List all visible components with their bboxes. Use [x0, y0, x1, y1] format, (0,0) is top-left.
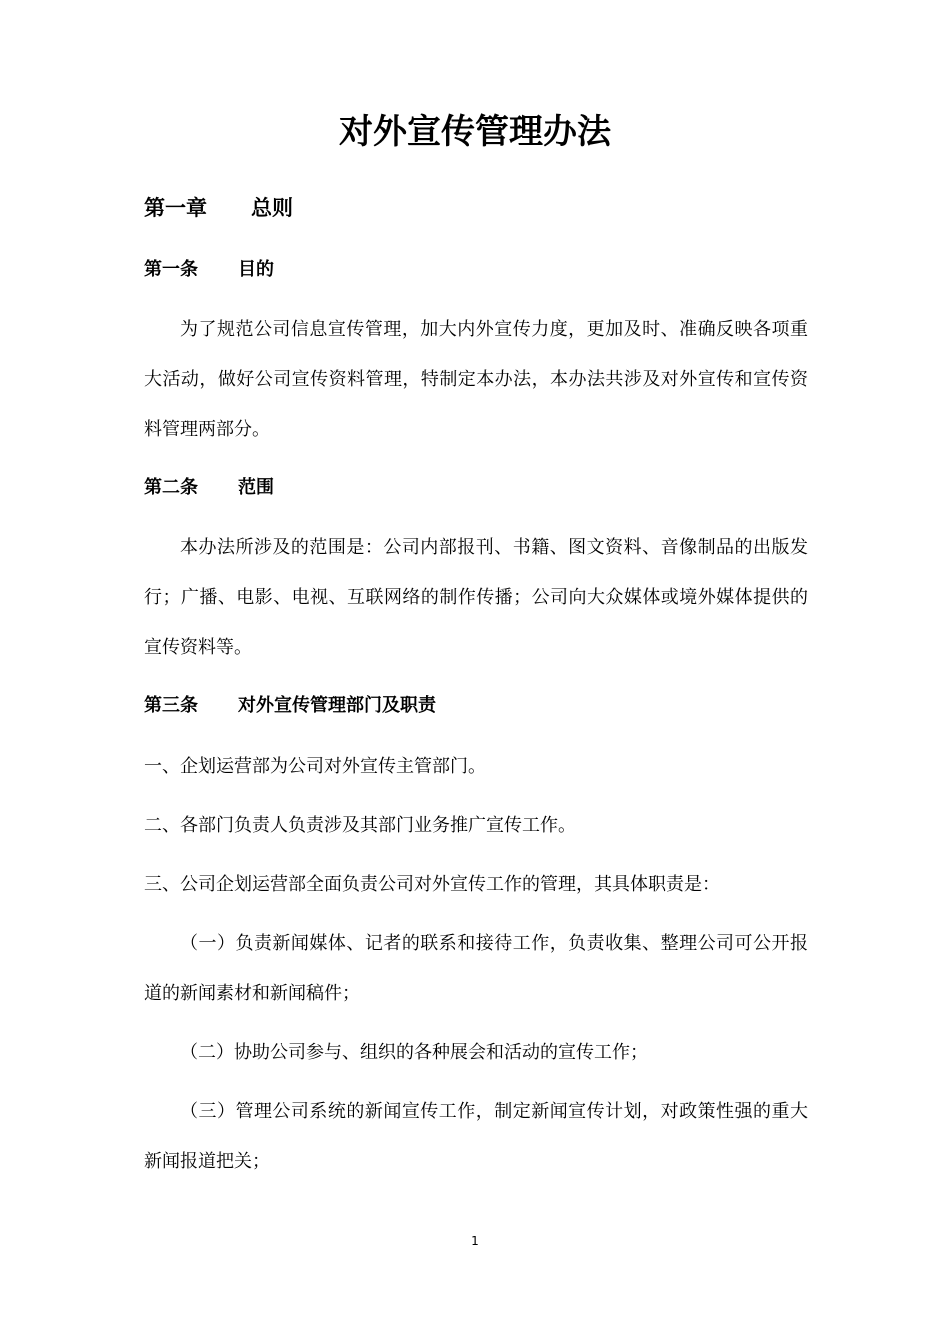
purpose-paragraph: 为了规范公司信息宣传管理，加大内外宣传力度，更加及时、准确反映各项重大活动，做好公司宣传资料管理，特制定本办法，本办法共涉及对外宣传和宣传资料管理两部分。: [144, 319, 808, 440]
article-heading-1: [144, 256, 274, 284]
article-number: 第一条: [144, 259, 198, 280]
list-item-3: 三、公司企划运营部全面负责公司对外宣传工作的管理，其具体职责是：: [144, 874, 720, 895]
chapter-number: 第一章: [144, 196, 207, 220]
article-name: 目的: [238, 259, 274, 280]
list-item-1: 一、企划运营部为公司对外宣传主管部门。: [144, 756, 486, 777]
article-heading-2: [144, 474, 274, 502]
list-item-2: 二、各部门负责人负责涉及其部门业务推广宣传工作。: [144, 815, 576, 836]
sub-item-3: （三）管理公司系统的新闻宣传工作，制定新闻宣传计划，对政策性强的重大新闻报道把关；: [144, 1101, 808, 1172]
sub-item-1: （一）负责新闻媒体、记者的联系和接待工作，负责收集、整理公司可公开报道的新闻素材和新闻稿件；: [144, 933, 808, 1004]
article-name: 对外宣传管理部门及职责: [238, 695, 436, 716]
article-name: 范围: [238, 477, 274, 498]
sub-item-2: （二）协助公司参与、组织的各种展会和活动的宣传工作；: [180, 1042, 648, 1063]
page-number: 1: [471, 1234, 479, 1248]
chapter-heading: [144, 192, 293, 224]
chapter-name: 总则: [251, 196, 293, 220]
document-title: 对外宣传管理办法: [339, 112, 611, 152]
article-heading-3: [144, 692, 436, 720]
article-number: 第二条: [144, 477, 198, 498]
article-number: 第三条: [144, 695, 198, 716]
scope-paragraph: 本办法所涉及的范围是：公司内部报刊、书籍、图文资料、音像制品的出版发行；广播、电影、电视、互联网络的制作传播；公司向大众媒体或境外媒体提供的宣传资料等。: [144, 537, 808, 658]
